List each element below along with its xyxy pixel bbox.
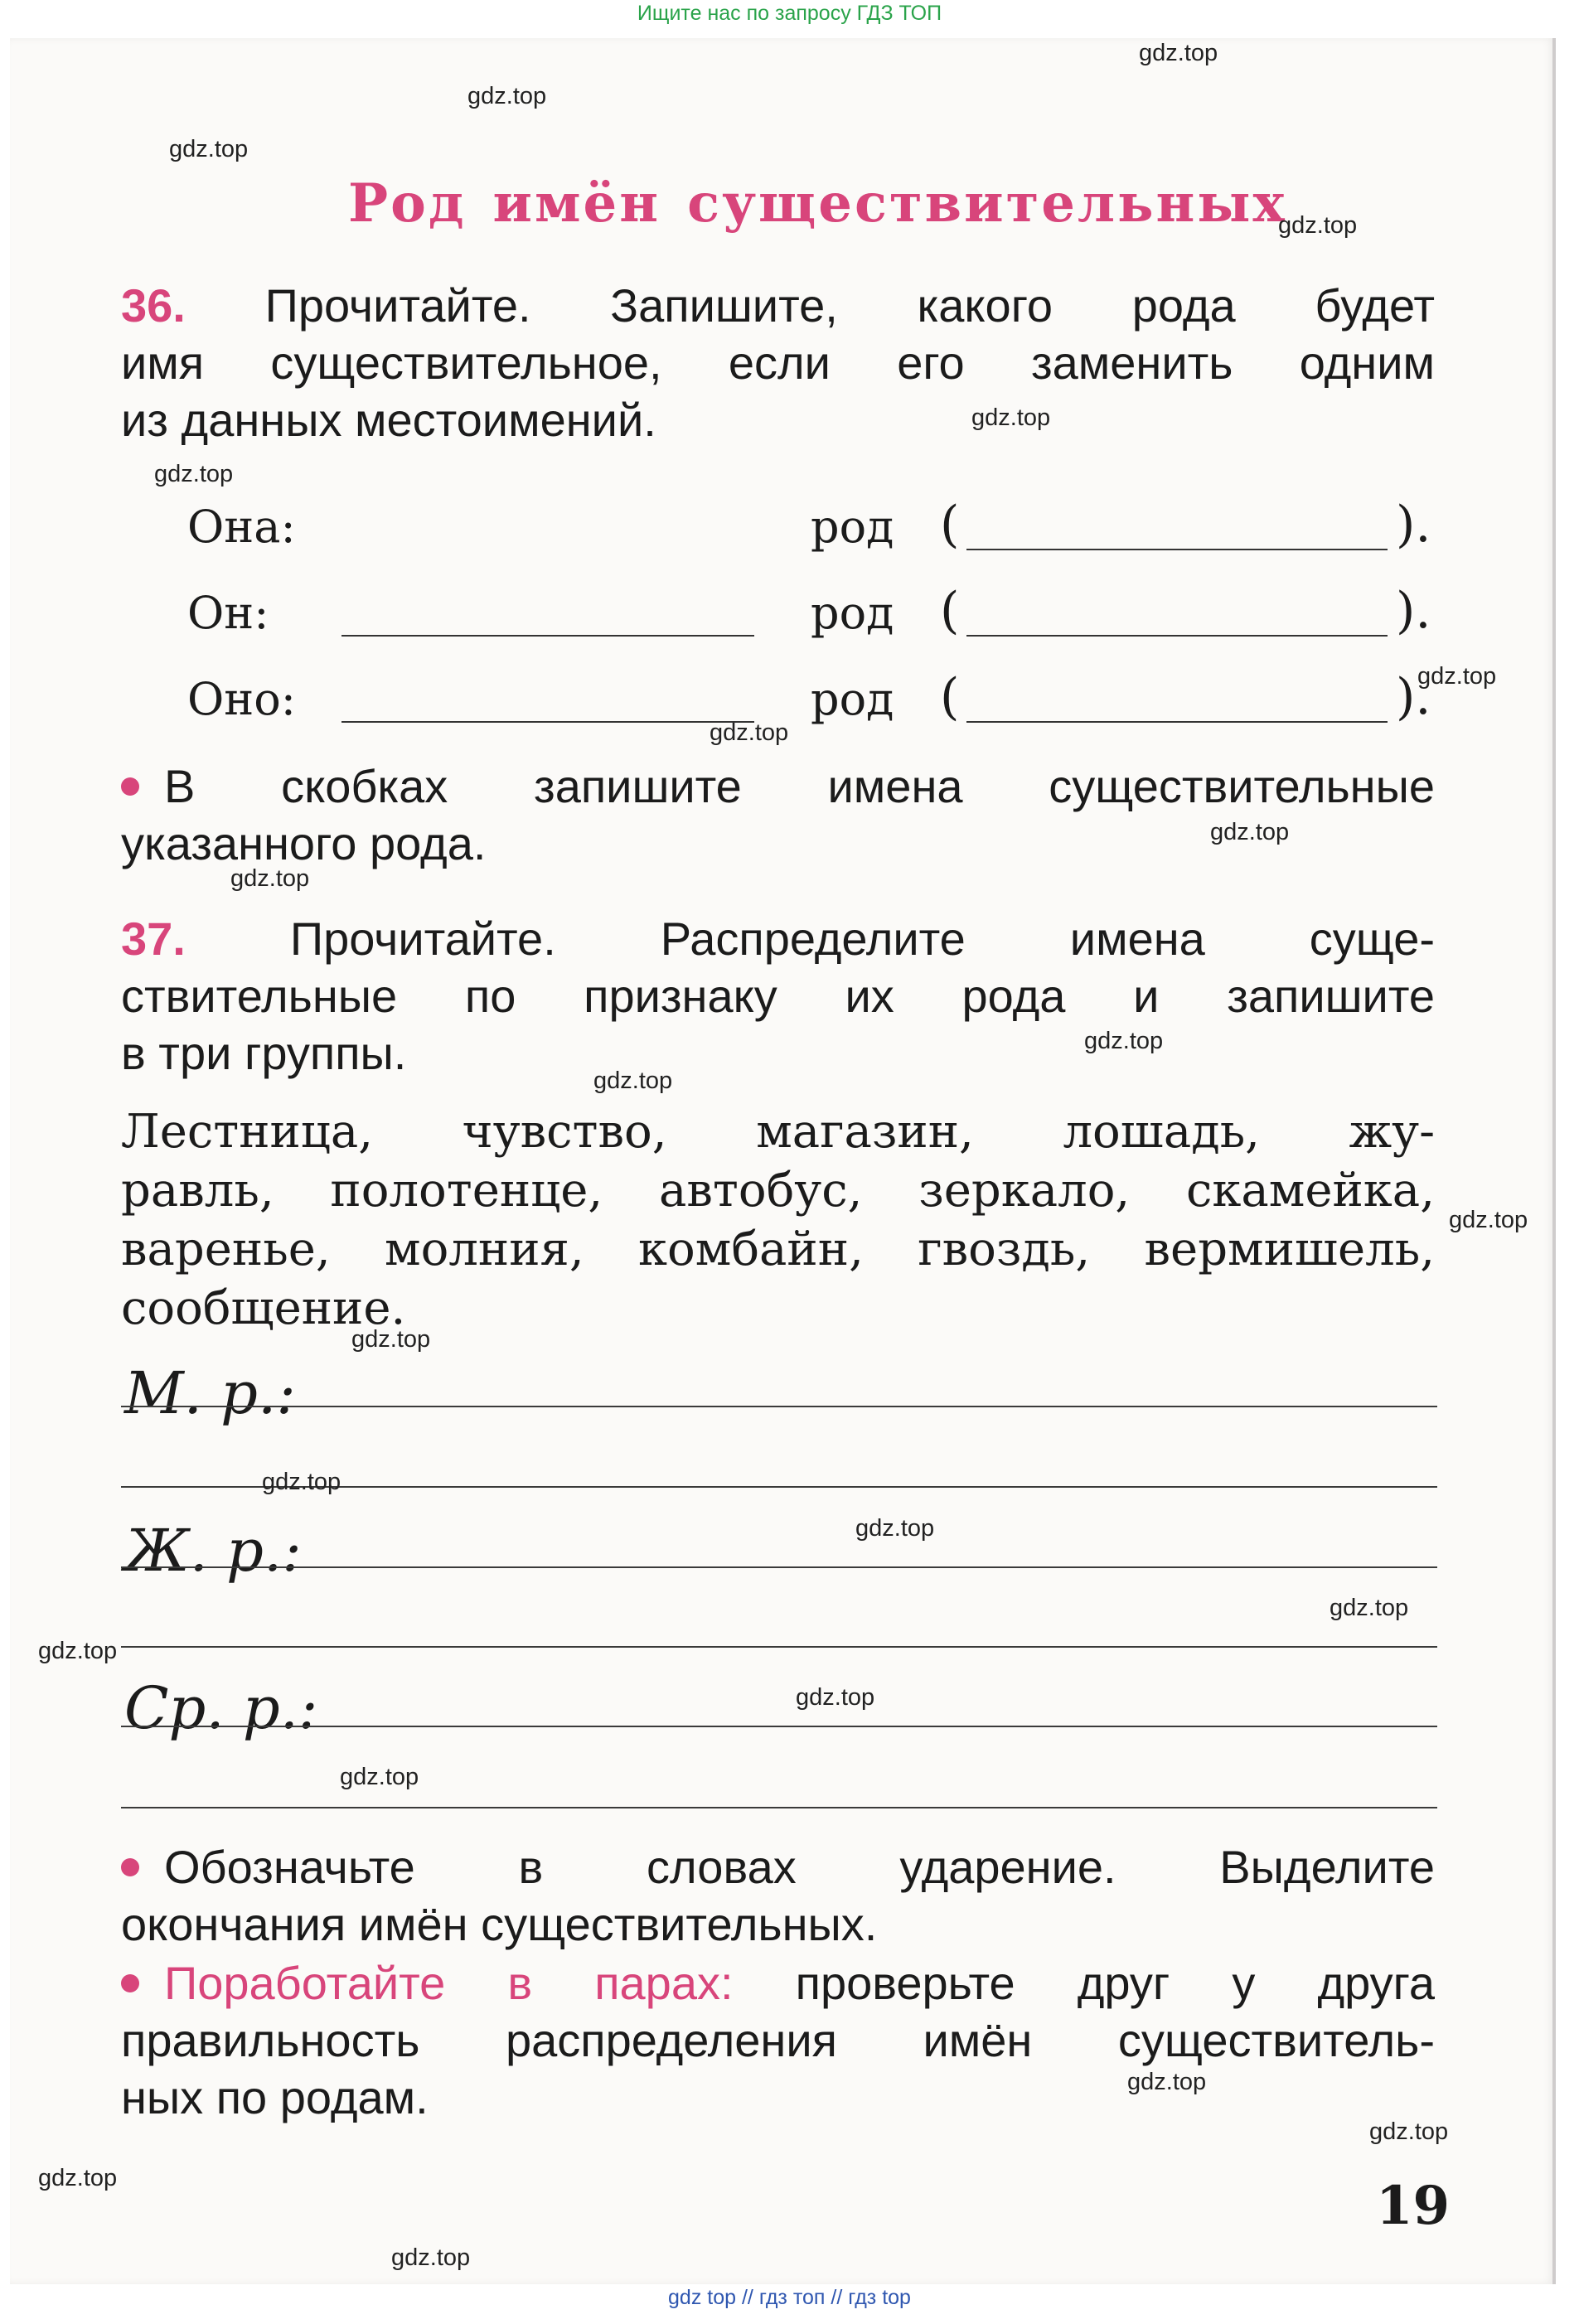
task36-text-1: Прочитайте. Запишите, какого рода будет — [264, 279, 1435, 332]
watermark: gdz.top — [971, 404, 1051, 431]
close-paren: ). — [1396, 496, 1431, 554]
writing-line[interactable] — [121, 1566, 1437, 1568]
task37-line-1 — [121, 910, 1435, 967]
task37-bullet2-line-2: правильность распределения имён существитель- — [121, 2014, 1435, 2066]
word-list-line-4: сообщение. — [121, 1281, 406, 1335]
bullet-icon — [121, 1858, 139, 1876]
watermark: gdz.top — [340, 1764, 419, 1790]
close-paren: ). — [1396, 668, 1431, 726]
pronoun-label: Оно: — [187, 673, 296, 725]
answer-line[interactable] — [966, 721, 1388, 723]
pronoun-label: Он: — [187, 587, 269, 639]
rod-label: род — [811, 587, 894, 639]
title-word-3: существительных — [687, 172, 1287, 235]
task37-bullet1-text: Обозначьте в словах ударение. Выделите — [164, 1841, 1435, 1893]
rod-row-ona — [187, 496, 1439, 560]
watermark: gdz.top — [710, 719, 789, 746]
answer-line[interactable] — [966, 635, 1388, 637]
group-feminine-label: Ж. р.: — [124, 1517, 302, 1585]
writing-line[interactable] — [121, 1726, 1437, 1727]
watermark: gdz.top — [1210, 819, 1290, 845]
group-masculine-label: М. р.: — [124, 1359, 296, 1427]
answer-line[interactable] — [341, 635, 754, 637]
answer-line[interactable] — [966, 549, 1388, 550]
word-list-line-3: варенье, молния, комбайн, гвоздь, вермишель, — [121, 1223, 1435, 1276]
writing-line[interactable] — [121, 1807, 1437, 1808]
task37-bullet2-line-1 — [121, 1954, 1435, 2012]
task37-bullet2-text: проверьте друг у друга — [795, 1957, 1436, 2009]
bottom-banner: gdz top // гдз топ // гдз top — [668, 2286, 911, 2309]
watermark: gdz.top — [1417, 663, 1497, 690]
writing-line[interactable] — [121, 1406, 1437, 1407]
page-title — [348, 172, 1314, 235]
top-banner: Ищите нас по запросу ГДЗ ТОП — [637, 2, 942, 25]
rod-label: род — [811, 501, 894, 553]
task37-number: 37. — [121, 913, 186, 965]
rod-label: род — [811, 673, 894, 725]
writing-line[interactable] — [121, 1646, 1437, 1648]
watermark: gdz.top — [1369, 2118, 1449, 2145]
task36-number: 36. — [121, 279, 186, 332]
task37-line-2: ствительные по признаку их рода и запишите — [121, 970, 1435, 1022]
watermark: gdz.top — [262, 1469, 341, 1495]
pronoun-label: Она: — [187, 501, 296, 553]
watermark: gdz.top — [593, 1068, 673, 1094]
task36-bullet-line-2: указанного рода. — [121, 817, 487, 869]
rod-row-ono — [187, 668, 1439, 733]
title-word-2: имён — [492, 172, 661, 235]
pair-work-label: Поработайте в парах: — [164, 1957, 734, 2009]
watermark: gdz.top — [169, 136, 249, 162]
task36-line-2: имя существительное, если его заменить одним — [121, 336, 1435, 389]
watermark: gdz.top — [230, 865, 310, 892]
page-number: 19 — [1376, 2175, 1451, 2237]
word-list-line-2: равль, полотенце, автобус, зеркало, скамейка, — [121, 1164, 1435, 1218]
bullet-icon — [121, 1974, 139, 1992]
task37-bullet2-line-3: ных по родам. — [121, 2071, 429, 2123]
task37-bullet1-line-1 — [121, 1838, 1435, 1896]
watermark: gdz.top — [1084, 1028, 1164, 1054]
answer-line[interactable] — [341, 721, 754, 723]
watermark: gdz.top — [38, 1638, 118, 1664]
title-word-1: Род — [348, 172, 467, 235]
open-paren: ( — [940, 496, 960, 554]
watermark: gdz.top — [351, 1326, 431, 1353]
task37-line-3: в три группы. — [121, 1027, 407, 1079]
watermark: gdz.top — [855, 1515, 935, 1542]
watermark: gdz.top — [1127, 2069, 1207, 2095]
task36-line-3: из данных местоимений. — [121, 394, 656, 446]
watermark: gdz.top — [391, 2244, 471, 2271]
rod-row-on — [187, 582, 1439, 646]
page-edge — [1552, 38, 1556, 2284]
task36-line-1 — [121, 277, 1435, 334]
task37-bullet1-line-2: окончания имён существительных. — [121, 1898, 878, 1950]
watermark: gdz.top — [467, 83, 547, 109]
watermark: gdz.top — [1449, 1207, 1528, 1233]
watermark: gdz.top — [154, 461, 234, 487]
watermark: gdz.top — [796, 1684, 875, 1711]
open-paren: ( — [940, 582, 960, 640]
bullet-icon — [121, 777, 139, 796]
watermark: gdz.top — [1278, 212, 1358, 239]
open-paren: ( — [940, 668, 960, 726]
task37-text-1: Прочитайте. Распределите имена суще- — [289, 913, 1435, 965]
watermark: gdz.top — [38, 2165, 118, 2191]
watermark: gdz.top — [1139, 40, 1218, 66]
task36-bullet-line-1 — [121, 758, 1435, 815]
close-paren: ). — [1396, 582, 1431, 640]
task36-bullet-text: В скобках запишите имена существительные — [164, 760, 1435, 812]
group-neuter-label: Ср. р.: — [124, 1674, 318, 1742]
watermark: gdz.top — [1330, 1595, 1409, 1621]
word-list-line-1: Лестница, чувство, магазин, лошадь, жу- — [121, 1105, 1435, 1159]
